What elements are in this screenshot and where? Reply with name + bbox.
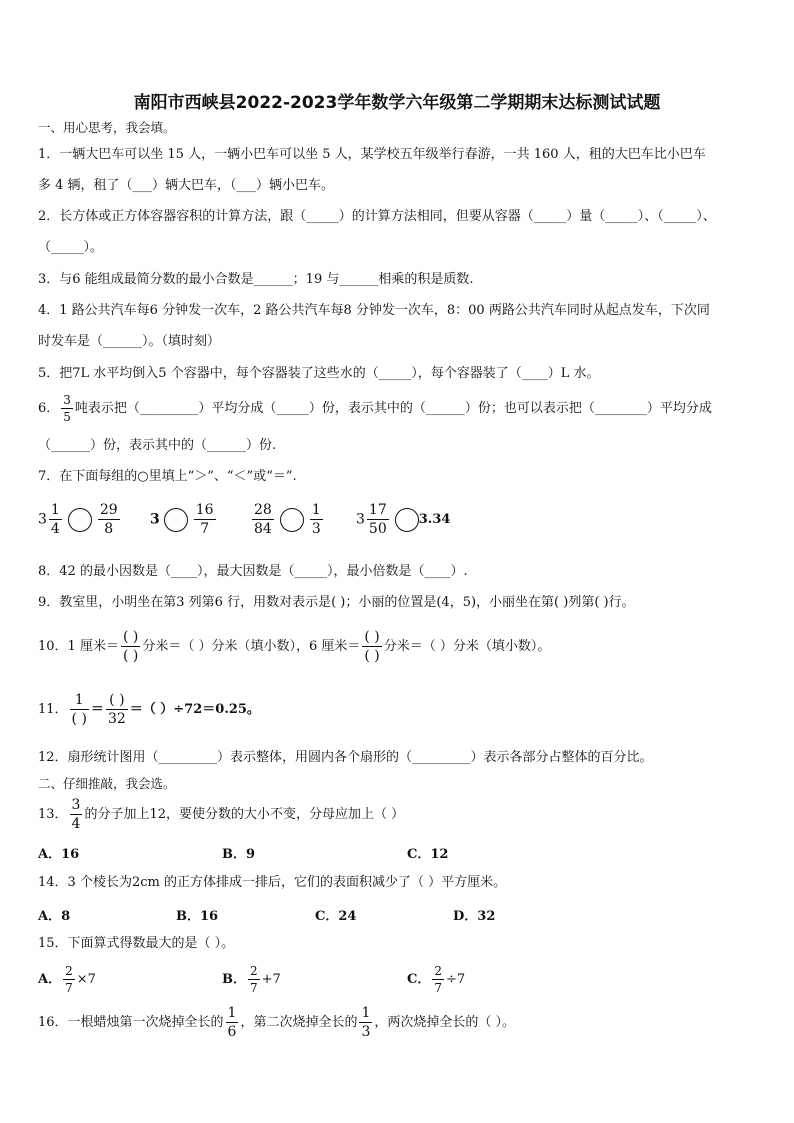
question-4-line-2: 时发车是（______）。（填时刻） <box>38 334 221 349</box>
option-a[interactable] <box>38 962 96 998</box>
fraction-denominator-blank: ( ) <box>122 648 139 664</box>
section-2-heading: 二、仔细推敲，我会选。 <box>38 776 176 791</box>
question-12: 12．扇形统计图用（_________）表示整体，用圆内各个扇形的（_________）表示各部分占整体的百分比。 <box>38 750 653 765</box>
question-5: 5．把7L 水平均倒入5 个容器中，每个容器装了这些水的（_____），每个容器装了（____）L 水。 <box>38 366 600 381</box>
fraction-denominator: 7 <box>65 981 73 995</box>
option-operator: +7 <box>261 972 281 987</box>
fraction-one-third <box>359 1006 372 1039</box>
question-16-start: 16．一根蜡烛第一次烧掉全长的 <box>38 1015 224 1030</box>
option-c[interactable]: C．12 <box>407 847 449 862</box>
fraction-denominator: 3 <box>361 1024 371 1040</box>
question-11: 11． $\frac{1}{( )}$ ＝ $\frac{( )}{32}$ ＝（ ）÷72＝0.25。 <box>38 692 260 727</box>
fraction-denominator: 7 <box>200 521 210 537</box>
fraction-denominator-blank: ( ) <box>71 711 87 727</box>
compare-circle[interactable] <box>395 508 419 532</box>
fraction-two-sevenths <box>248 965 260 994</box>
fraction-numerator: 16 <box>195 502 214 518</box>
compare-group-3 <box>250 503 325 536</box>
question-2-line-2: （_____）。 <box>38 240 104 255</box>
compare-circle[interactable] <box>164 508 188 532</box>
fraction-numerator-blank: ( ) <box>122 629 139 645</box>
question-6-text: 吨表示把（_________）平均分成（_____）份，表示其中的（______）份；也可以表示把（________）平均分成 <box>74 401 712 416</box>
fraction-denominator-blank: ( ) <box>364 648 380 664</box>
fraction-numerator: 2 <box>65 964 73 978</box>
question-16-end: ，两次烧掉全长的（ ）。 <box>374 1015 516 1030</box>
fraction-denominator: 3 <box>311 521 321 537</box>
fraction-denominator: 4 <box>71 816 81 832</box>
option-c[interactable]: C．24 <box>315 909 357 924</box>
fraction-left <box>367 503 389 536</box>
question-11-number: 11． <box>38 702 68 717</box>
question-16 <box>38 1004 515 1042</box>
fraction-numerator: 3 <box>63 393 71 407</box>
option-a[interactable]: A．16 <box>38 847 80 862</box>
fraction-denominator: 5 <box>63 410 71 424</box>
fraction-one-sixth <box>226 1006 239 1039</box>
fraction-denominator: 7 <box>434 981 442 995</box>
fraction-blank-2 <box>362 630 381 663</box>
fraction-numerator: 3 <box>71 797 81 813</box>
compare-group-4 <box>356 503 450 536</box>
fraction-numerator: 29 <box>99 502 118 518</box>
question-10-middle: 分米＝（ ）分米（填小数），6 厘米＝ <box>142 639 361 654</box>
question-8: 8．42 的最小因数是（____），最大因数是（_____），最小倍数是（____）. <box>38 564 468 579</box>
fraction-left <box>49 503 62 536</box>
question-9: 9．教室里，小明坐在第3 列第6 行，用数对表示是( )；小丽的位置是(4，5)，小丽坐在第( )列第( )行。 <box>38 595 635 610</box>
fraction-numerator-blank: ( ) <box>106 693 128 710</box>
question-7-instruction: 7．在下面每组的○里填上“＞”、“＜”或“＝”. <box>38 469 297 484</box>
fraction-numerator: 2 <box>250 964 258 978</box>
question-13-text: 的分子加上12，要使分数的大小不变，分母应加上（ ） <box>84 807 405 822</box>
question-13 <box>38 798 404 831</box>
question-10-start: 10．1 厘米＝ <box>38 639 119 654</box>
fraction-denominator: 84 <box>254 521 272 537</box>
question-14: 14．3 个棱长为2cm 的正方体排成一排后，它们的表面积减少了（ ）平方厘米。 <box>38 875 507 890</box>
question-13-number: 13． <box>38 807 68 822</box>
option-b[interactable]: B．16 <box>176 909 219 924</box>
fraction-denominator: 6 <box>227 1024 237 1040</box>
fraction-denominator: 4 <box>50 521 60 537</box>
compare-group-1 <box>38 503 122 536</box>
compare-group-2 <box>150 503 218 536</box>
question-6-number: 6． <box>38 401 60 416</box>
fraction-blank-over-32 <box>106 693 128 726</box>
fraction-numerator-blank: ( ) <box>364 629 380 645</box>
fraction-numerator: 1 <box>70 693 89 710</box>
fraction-denominator: 7 <box>250 981 258 995</box>
fraction-three-fifths <box>61 394 73 423</box>
fraction-right <box>98 503 120 536</box>
question-10 <box>38 625 550 669</box>
fraction-numerator: 28 <box>254 502 272 518</box>
section-1-heading: 一、用心思考，我会填。 <box>38 120 176 135</box>
fraction-blank-1 <box>121 630 140 663</box>
question-1-line-1: 1．一辆大巴车可以坐 15 人，一辆小巴车可以坐 5 人，某学校五年级举行春游，一共 160 人，租的大巴车比小巴车 <box>38 147 706 162</box>
fraction-right <box>194 503 216 536</box>
question-16-middle: ，第二次烧掉全长的 <box>240 1015 358 1030</box>
fraction-left <box>252 503 274 536</box>
option-operator: ÷7 <box>446 972 466 987</box>
question-15: 15．下面算式得数最大的是（ ）。 <box>38 936 235 951</box>
fraction-one-over-blank <box>70 693 89 726</box>
whole-number: 3 <box>150 511 160 528</box>
fraction-numerator: 1 <box>227 1005 237 1021</box>
fraction-numerator: 17 <box>368 502 387 518</box>
page-title: 南阳市西峡县2022-2023学年数学六年级第二学期期末达标测试试题 <box>133 93 661 113</box>
fraction-numerator: 1 <box>311 502 321 518</box>
fraction-two-sevenths <box>63 965 75 994</box>
fraction-numerator: 2 <box>434 964 442 978</box>
question-3: 3．与6 能组成最简分数的最小合数是______；19 与______相乘的积是质数. <box>38 272 474 287</box>
option-c[interactable] <box>407 962 465 998</box>
option-label: B． <box>222 972 246 987</box>
compare-circle[interactable] <box>68 508 92 532</box>
decimal-value: 3.34 <box>418 512 451 527</box>
fraction-denominator: 8 <box>104 521 114 537</box>
fraction-numerator: 1 <box>50 502 60 518</box>
option-label: A． <box>38 972 62 987</box>
option-operator: ×7 <box>76 972 96 987</box>
option-b[interactable] <box>222 962 281 998</box>
question-11-rest: ＝（ ）÷72＝0.25。 <box>129 702 260 717</box>
question-2-line-1: 2．长方体或正方体容器容积的计算方法，跟（_____）的计算方法相同，但要从容器（_____）量（_____）、（_____）、 <box>38 209 716 224</box>
option-b[interactable]: B．9 <box>222 847 256 862</box>
option-label: C． <box>407 972 431 987</box>
fraction-two-sevenths <box>432 965 444 994</box>
fraction-three-quarters <box>70 798 83 831</box>
mixed-whole: 3 <box>356 511 365 528</box>
mixed-whole: 3 <box>38 511 47 528</box>
fraction-denominator: 32 <box>107 711 126 727</box>
compare-circle[interactable] <box>280 508 304 532</box>
option-a[interactable]: A．8 <box>38 909 71 924</box>
fraction-denominator: 50 <box>368 521 387 537</box>
question-6-line-1 <box>38 394 712 423</box>
question-6-line-2: （______）份，表示其中的（______）份. <box>38 438 277 453</box>
question-10-end: 分米＝（ ）分米（填小数）。 <box>383 639 551 654</box>
fraction-numerator: 1 <box>361 1005 371 1021</box>
fraction-right <box>310 503 323 536</box>
option-d[interactable]: D．32 <box>453 909 496 924</box>
question-1-line-2: 多 4 辆，租了（___）辆大巴车，（___）辆小巴车。 <box>38 178 335 193</box>
question-4-line-1: 4．1 路公共汽车每6 分钟发一次车，2 路公共汽车每8 分钟发一次车，8：00 两路公共汽车同时从起点发车，下次同 <box>38 303 710 318</box>
